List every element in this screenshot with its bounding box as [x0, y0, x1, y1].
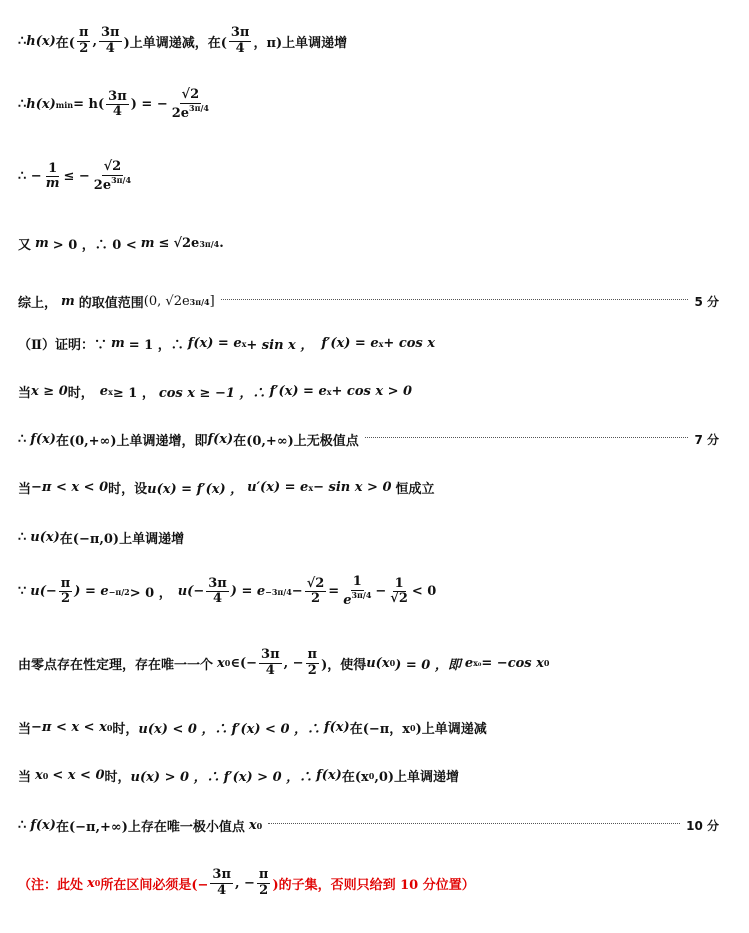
fraction: $\frac{\pi}{2}$ [60, 575, 71, 607]
text: , − [283, 655, 304, 671]
line-7 [18, 382, 719, 401]
line-12 [18, 648, 719, 679]
math-expr: f(x) [324, 720, 350, 735]
line-11 [18, 575, 719, 609]
text: 在(x [341, 770, 369, 785]
text: 在(−π,0)上单调递增 [59, 532, 185, 547]
subscript: 0 [42, 770, 49, 781]
math-expr: e [464, 655, 474, 671]
math-expr: e [99, 384, 109, 399]
therefore-symbol: ∴ [18, 97, 27, 113]
math-expr: ) = e [230, 584, 266, 600]
text: )上单调递减 [415, 722, 487, 737]
math-expr: u′(x) = e [247, 480, 309, 495]
line-8 [18, 430, 719, 449]
superscript: x₀ [473, 658, 482, 669]
line-5 [18, 292, 719, 311]
text: 当 [18, 770, 32, 785]
text: , − [234, 875, 255, 891]
math-expr: cos x ≥ −1 ，∴ [158, 386, 266, 401]
fraction: $\frac{√2}{2e^{3\pi/4}}$ [171, 87, 209, 121]
fraction: $\frac{\pi}{2}$ [307, 647, 318, 678]
leader-dots [268, 823, 680, 824]
math-expr: u(− [177, 584, 205, 600]
superscript: −3π/4 [265, 586, 292, 597]
superscript: 3π/4 [199, 238, 220, 249]
line-2 [18, 88, 719, 122]
text: 在(0,+∞)上单调递增，即 [55, 434, 208, 449]
fraction: $\frac{1}{m}$ [45, 160, 60, 192]
therefore-symbol: ∴ [18, 33, 27, 49]
text: )的子集，否则只给到 10 分位置） [272, 877, 475, 893]
text: 时， [67, 386, 94, 401]
fraction: $\frac{√2}{2}$ [306, 575, 325, 607]
math-expr: x [87, 875, 95, 891]
superscript: x [241, 338, 247, 349]
variable: m [140, 236, 155, 251]
superscript: x [378, 338, 384, 349]
text: 的取值范围 [78, 296, 144, 311]
text: ∈(− [230, 655, 258, 671]
line-14 [18, 766, 719, 785]
text: ≤ − [63, 169, 90, 185]
subscript: min [55, 99, 74, 110]
text: 所在区间必须是(− [100, 877, 209, 893]
superscript: −π/2 [108, 586, 130, 597]
text: > 0 ，∴ 0 < [52, 238, 137, 253]
math-expr: f′(x) = e [321, 336, 379, 351]
text: > 0 ， [129, 586, 172, 602]
math-expr: h(x) [26, 97, 56, 113]
text: 当 [18, 482, 32, 497]
math-expr: + cos x > 0 [331, 384, 413, 399]
text: 时， [112, 722, 139, 737]
text: 在( [55, 35, 75, 51]
text: （注：此处 [18, 877, 84, 893]
math-expr: u(x) = f′(x) ， [147, 482, 244, 497]
text: 恒成立 [395, 482, 435, 497]
subscript: 0 [224, 658, 231, 669]
math-expr: h(x) [26, 33, 56, 49]
line-6 [18, 334, 719, 353]
subscript: 0 [368, 770, 375, 781]
line-9 [18, 478, 719, 497]
math-expr: f(x) [30, 818, 56, 833]
math-expr: (0, √2e [143, 294, 190, 309]
math-expr: √2e [173, 236, 200, 251]
score-label: 7 分 [694, 433, 719, 447]
because-symbol: ∵ [18, 584, 27, 600]
subscript: 0 [543, 658, 550, 669]
math-expr: = −cos x [481, 655, 544, 671]
text: 当 [18, 386, 32, 401]
leader-dots [365, 437, 689, 438]
math-expr: u(x) [30, 530, 60, 545]
math-expr: − sin x > 0 [313, 480, 392, 495]
text: ,0)上单调递增 [374, 770, 460, 785]
text: ≤ [158, 236, 170, 251]
math-expr: x [217, 655, 225, 671]
variable: m [61, 294, 75, 309]
score-label: 10 分 [686, 819, 719, 833]
line-4 [18, 234, 719, 253]
line-15 [18, 816, 719, 835]
text: ，π)上单调递增 [253, 35, 348, 51]
text: ] [209, 294, 215, 309]
fraction: $\frac{1}{e^{3\pi/4}}$ [343, 574, 372, 608]
subscript: 0 [389, 658, 396, 669]
line-10 [18, 528, 719, 547]
text: = h( [73, 97, 105, 113]
text: ∴ − [18, 169, 42, 185]
text: − [291, 584, 303, 600]
text: 时， [104, 770, 131, 785]
math-expr: u(− [30, 584, 57, 600]
math-expr: f′(x) > 0 ，∴ [223, 770, 313, 785]
math-expr: u(x) > 0 ，∴ [130, 770, 220, 785]
text: （Ⅱ）证明：∵ [18, 338, 107, 353]
math-expr: −π < x < 0 [31, 480, 109, 495]
variable: m [110, 336, 125, 351]
fraction: $\frac{√2}{2e^{3\pi/4}}$ [93, 159, 132, 193]
line-3 [18, 160, 719, 194]
fraction: $\frac{3\pi}{4}$ [101, 25, 120, 56]
text: 时，设 [108, 482, 148, 497]
fraction: $\frac{3\pi}{4}$ [108, 88, 127, 120]
text: 在(−π,+∞)上存在唯一极小值点 [55, 820, 245, 835]
note-line [18, 868, 719, 899]
text: ) = − [130, 97, 168, 113]
text: 在(0,+∞)上无极值点 [233, 434, 359, 449]
subscript: 0 [256, 820, 263, 831]
math-expr: u(x [366, 655, 390, 671]
text: 又 [18, 238, 32, 253]
text: 在(−π，x [349, 722, 411, 737]
subscript: 0 [94, 878, 101, 889]
text: − [375, 584, 387, 600]
math-expr: f(x) [207, 432, 234, 447]
fraction: $\frac{1}{√2}$ [390, 575, 408, 607]
math-expr: x [248, 818, 257, 833]
line-1 [18, 26, 719, 57]
fraction: $\frac{3\pi}{4}$ [261, 647, 280, 678]
math-expr: u(x) < 0 ，∴ [138, 722, 228, 737]
math-expr: ) = 0 ，即 [395, 657, 461, 673]
therefore-symbol: ∴ [18, 530, 27, 545]
text: = 1 ，∴ [128, 338, 184, 353]
math-expr: + cos x [383, 336, 436, 351]
fraction: $\frac{\pi}{2}$ [78, 25, 89, 56]
math-expr: ) = e [74, 584, 109, 600]
superscript: 3π/4 [189, 296, 210, 307]
text: . [219, 236, 224, 251]
math-expr: + sin x ， [246, 338, 314, 353]
therefore-symbol: ∴ [18, 432, 27, 447]
text: ≥ 1 ， [112, 386, 155, 401]
text: 由零点存在性定理，存在唯一一个 [18, 657, 214, 673]
text: 综上， [18, 296, 58, 311]
math-expr: f(x) [30, 432, 56, 447]
text: , [92, 33, 97, 49]
math-expr: x ≥ 0 [31, 384, 68, 399]
text: )上单调递减，在( [123, 35, 227, 51]
text: = [328, 584, 340, 600]
text: < 0 [411, 584, 437, 600]
superscript: x [308, 482, 314, 493]
math-expr: −π < x < x [31, 720, 107, 735]
therefore-symbol: ∴ [18, 818, 27, 833]
math-expr: f′(x) < 0 ，∴ [231, 722, 321, 737]
math-expr: x [35, 768, 43, 783]
fraction: $\frac{3\pi}{4}$ [230, 25, 250, 56]
superscript: x [108, 386, 113, 397]
text: 当 [18, 722, 32, 737]
leader-dots [221, 299, 689, 300]
fraction: $\frac{3\pi}{4}$ [212, 867, 231, 898]
fraction: $\frac{\pi}{2}$ [258, 867, 269, 898]
score-label: 5 分 [694, 295, 719, 309]
math-expr: f(x) [316, 768, 342, 783]
math-expr: f′(x) = e [269, 384, 327, 399]
text: )，使得 [321, 657, 367, 673]
math-expr: < x < 0 [52, 768, 105, 783]
variable: m [35, 236, 49, 251]
fraction: $\frac{3\pi}{4}$ [208, 575, 227, 607]
line-13 [18, 718, 719, 737]
subscript: 0 [106, 722, 113, 733]
subscript: 0 [410, 722, 416, 733]
math-expr: f(x) = e [187, 336, 242, 351]
superscript: x [326, 386, 332, 397]
